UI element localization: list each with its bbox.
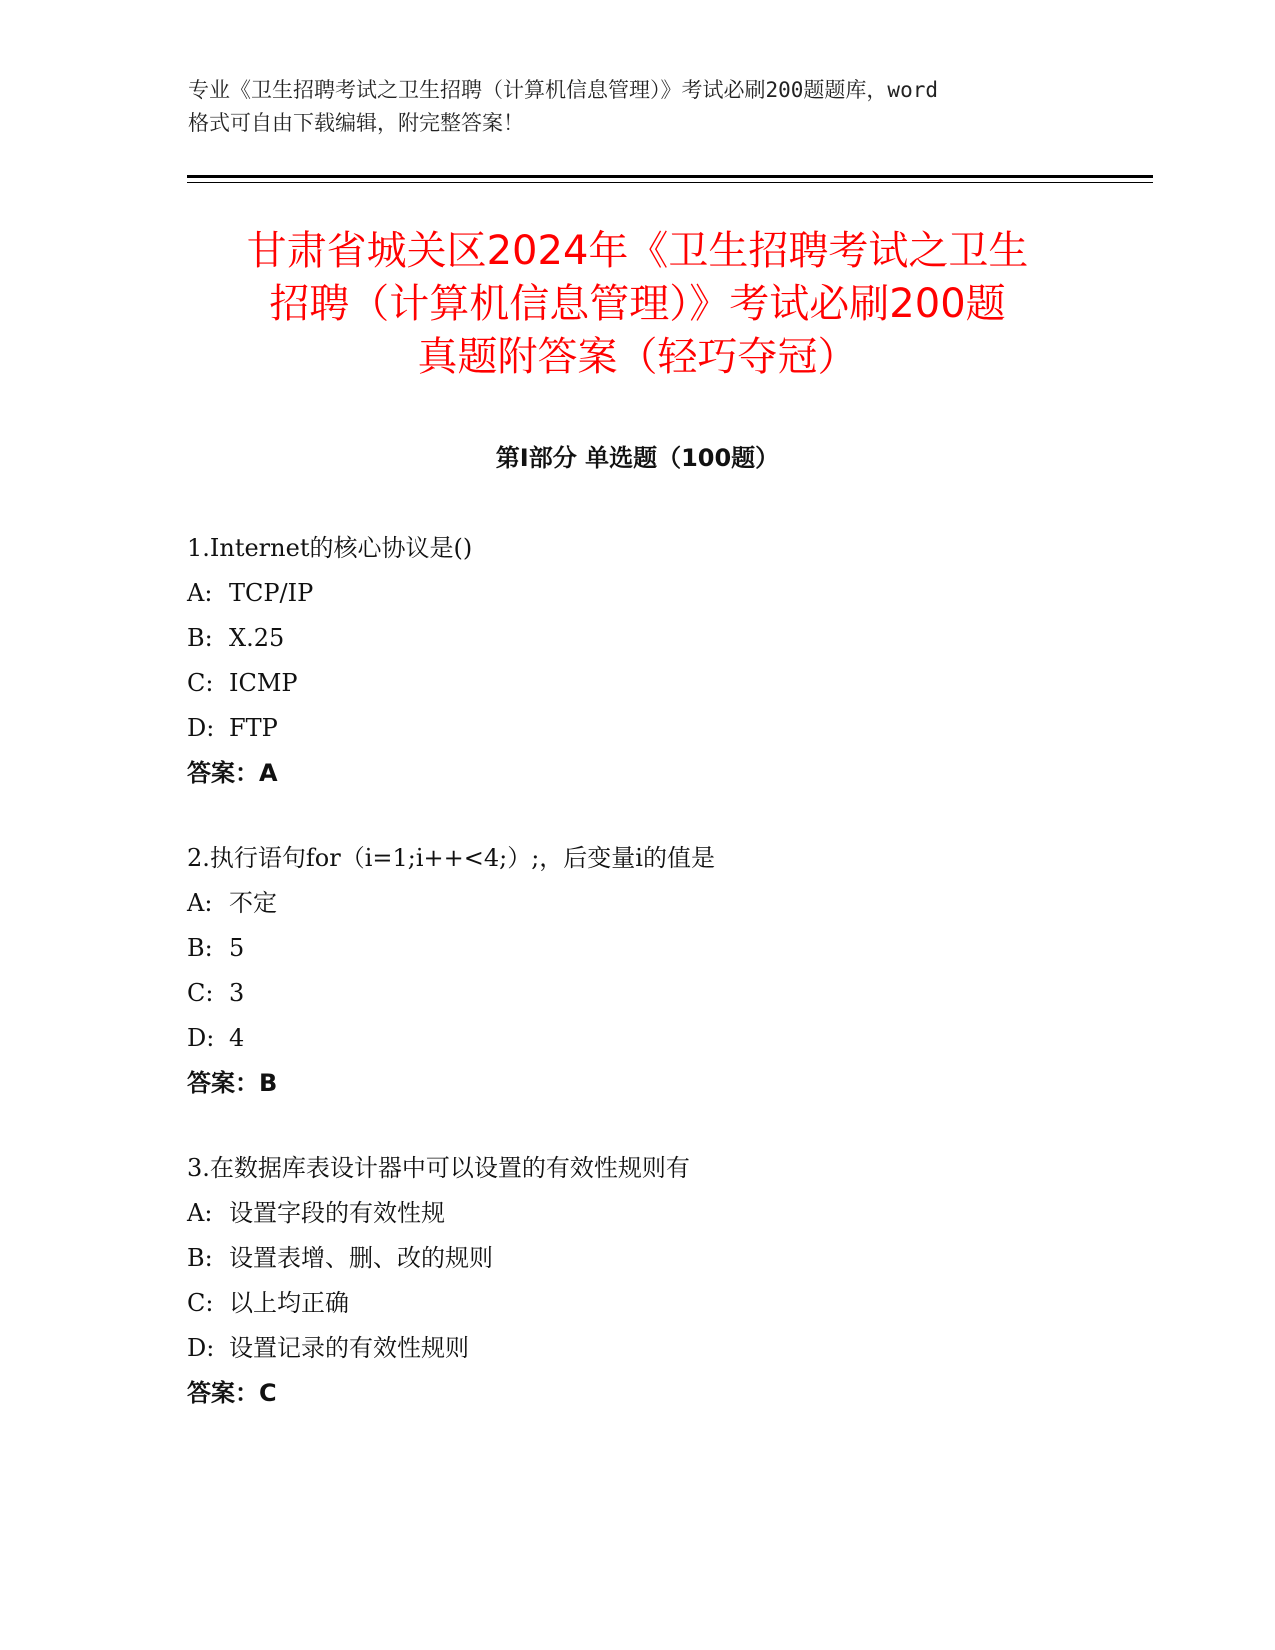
option-key: B: xyxy=(187,1244,213,1272)
option-text: 设置记录的有效性规则 xyxy=(229,1334,469,1362)
option-key: A: xyxy=(187,1199,213,1227)
option-text: 4 xyxy=(229,1024,245,1052)
title-line-1: 甘肃省城关区2024年《卫生招聘考试之卫生 xyxy=(246,228,1029,274)
option-text: 以上均正确 xyxy=(229,1289,349,1317)
option-c xyxy=(187,971,1147,1016)
question-3 xyxy=(187,1146,1147,1416)
option-text: TCP/IP xyxy=(229,579,314,607)
question-1 xyxy=(187,526,1147,796)
title-line-3: 真题附答案（轻巧夺冠） xyxy=(417,334,858,380)
answer: 答案：B xyxy=(187,1069,278,1097)
option-key: B: xyxy=(187,934,213,962)
option-key: A: xyxy=(187,579,213,607)
title-line-2: 招聘（计算机信息管理）》考试必刷200题 xyxy=(269,281,1006,327)
header-note-line-2: 格式可自由下载编辑，附完整答案！ xyxy=(188,111,524,135)
option-key: C: xyxy=(187,979,214,1007)
question-stem: 1.Internet的核心协议是() xyxy=(187,534,473,562)
option-text: FTP xyxy=(229,714,278,742)
option-c xyxy=(187,1281,1147,1326)
option-a xyxy=(187,571,1147,616)
header-divider-thin xyxy=(187,182,1153,183)
question-list xyxy=(187,526,1147,1456)
option-b xyxy=(187,1236,1147,1281)
option-c xyxy=(187,661,1147,706)
option-text: X.25 xyxy=(229,624,285,652)
option-text: 设置表增、删、改的规则 xyxy=(229,1244,493,1272)
option-text: 不定 xyxy=(229,889,277,917)
option-key: D: xyxy=(187,1024,215,1052)
option-key: D: xyxy=(187,714,215,742)
answer: 答案：C xyxy=(187,1379,277,1407)
option-text: ICMP xyxy=(229,669,298,697)
option-b xyxy=(187,926,1147,971)
option-key: B: xyxy=(187,624,213,652)
option-key: A: xyxy=(187,889,213,917)
option-key: C: xyxy=(187,669,214,697)
option-text: 设置字段的有效性规 xyxy=(229,1199,445,1227)
question-stem: 3.在数据库表设计器中可以设置的有效性规则有 xyxy=(187,1154,690,1182)
option-key: C: xyxy=(187,1289,214,1317)
option-d xyxy=(187,1326,1147,1371)
header-note-line-1: 专业《卫生招聘考试之卫生招聘（计算机信息管理）》考试必刷200题题库，word xyxy=(188,78,938,102)
option-d xyxy=(187,706,1147,751)
question-stem: 2.执行语句for（i=1;i++<4;）;，后变量i的值是 xyxy=(187,844,715,872)
option-b xyxy=(187,616,1147,661)
answer: 答案：A xyxy=(187,759,278,787)
header-note xyxy=(188,74,1088,140)
document-title xyxy=(150,225,1125,384)
header-divider-thick xyxy=(187,175,1153,178)
option-a xyxy=(187,881,1147,926)
option-key: D: xyxy=(187,1334,215,1362)
option-d xyxy=(187,1016,1147,1061)
question-2 xyxy=(187,836,1147,1106)
section-title: 第Ⅰ部分 单选题（100题） xyxy=(495,444,780,472)
option-text: 3 xyxy=(229,979,245,1007)
option-text: 5 xyxy=(229,934,245,962)
option-a xyxy=(187,1191,1147,1236)
